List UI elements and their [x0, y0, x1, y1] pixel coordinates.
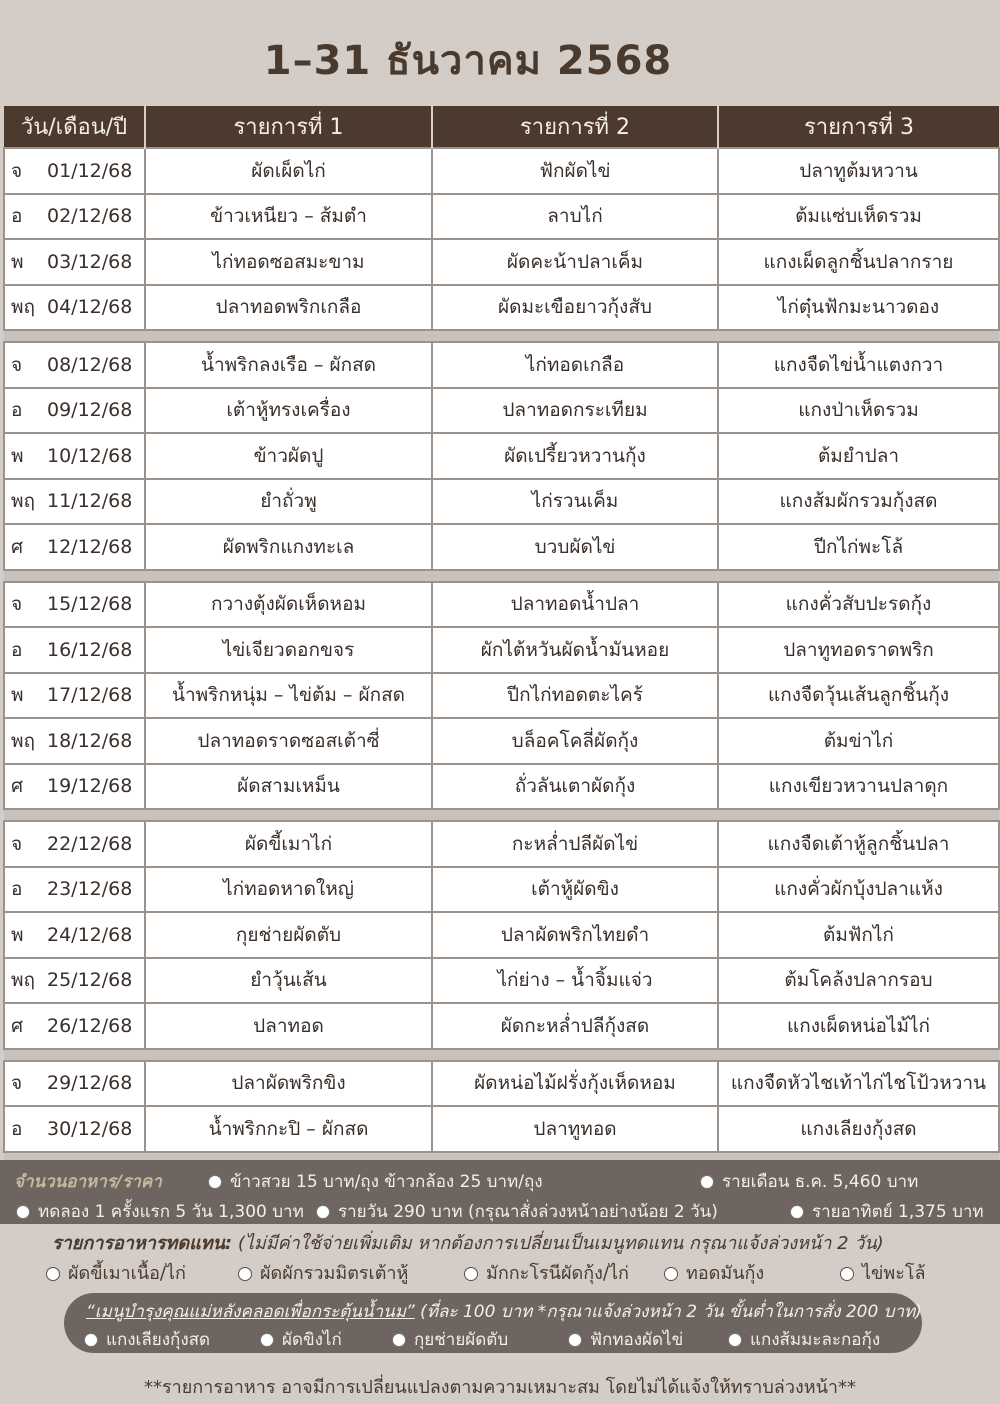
- menu-1-cell: ไก่ทอดซอสมะขาม: [145, 239, 432, 285]
- pricing-option-trial[interactable]: [16, 1198, 304, 1225]
- menu-2-cell: ผัดหน่อไม้ฝรั่งกุ้งเห็ดหอม: [432, 1061, 718, 1107]
- date-cell: [4, 433, 145, 479]
- radio-circle-icon: [46, 1267, 60, 1281]
- date-cell: [4, 148, 145, 194]
- table-row: [4, 718, 999, 764]
- substitute-item-label: ไข่พะโล้: [862, 1263, 926, 1284]
- substitute-option[interactable]: [664, 1258, 764, 1287]
- date-cell: [4, 867, 145, 913]
- substitute-item-label: ผัดขี้เมาเนื้อ/ไก่: [68, 1263, 186, 1284]
- week-separator-cell: [4, 1049, 999, 1061]
- table-row: [4, 388, 999, 434]
- weekday-label: พฤ: [11, 729, 36, 752]
- menu-1-cell: กุยช่ายผัดตับ: [145, 912, 432, 958]
- date-cell: [4, 479, 145, 525]
- table-row: [4, 1106, 999, 1152]
- week-separator: [4, 330, 999, 342]
- date-label: 11/12/68: [47, 490, 133, 513]
- table-row: [4, 194, 999, 240]
- radio-circle-icon: [238, 1267, 252, 1281]
- menu-3-cell: ต้มยำปลา: [718, 433, 999, 479]
- menu-3-cell: ต้มโคล้งปลากรอบ: [718, 958, 999, 1004]
- pricing-label: จำนวนอาหาร/ราคา: [14, 1172, 162, 1192]
- date-cell: [4, 1003, 145, 1049]
- date-label: 16/12/68: [47, 638, 133, 661]
- radio-circle-icon: [568, 1333, 582, 1347]
- menu-1-cell: ไข่เจียวดอกขจร: [145, 627, 432, 673]
- weekday-label: พ: [11, 923, 24, 946]
- menu-1-cell: ผัดพริกแกงทะเล: [145, 524, 432, 570]
- table-row: [4, 239, 999, 285]
- menu-2-cell: ลาบไก่: [432, 194, 718, 240]
- table-row: [4, 1003, 999, 1049]
- table-row: [4, 673, 999, 719]
- mom-menu-box: [64, 1293, 922, 1353]
- table-row: [4, 627, 999, 673]
- radio-circle-icon: [664, 1267, 678, 1281]
- column-header-menu-2: รายการที่ 2: [432, 106, 718, 148]
- mom-menu-note: (ที่ละ 100 บาท *กรุณาแจ้งล่วงหน้า 2 วัน ขั้นต่ำในการสั่ง 200 บาท): [420, 1302, 922, 1322]
- menu-2-cell: ปีกไก่ทอดตะไคร้: [432, 673, 718, 719]
- mom-menu-item-label: แกงเลียงกุ้งสด: [106, 1330, 211, 1350]
- menu-2-cell: ปลาทอดน้ำปลา: [432, 582, 718, 628]
- menu-3-cell: แกงส้มผักรวมกุ้งสด: [718, 479, 999, 525]
- pricing-daily-text: รายวัน 290 บาท (กรุณาสั่งล่วงหน้าอย่างน้อย 2 วัน): [338, 1202, 718, 1222]
- radio-circle-icon: [208, 1175, 222, 1189]
- weekday-label: อ: [11, 1117, 23, 1140]
- date-label: 12/12/68: [47, 535, 133, 558]
- date-label: 08/12/68: [47, 353, 133, 376]
- weekday-label: ศ: [11, 535, 24, 558]
- radio-circle-icon: [316, 1205, 330, 1219]
- radio-circle-icon: [790, 1205, 804, 1219]
- menu-2-cell: ผัดกะหล่ำปลีกุ้งสด: [432, 1003, 718, 1049]
- pricing-weekly-text: รายอาทิตย์ 1,375 บาท: [812, 1202, 984, 1222]
- weekday-label: พ: [11, 250, 24, 273]
- menu-1-cell: ผัดขี้เมาไก่: [145, 821, 432, 867]
- date-cell: [4, 582, 145, 628]
- menu-1-cell: กวางตุ้งผัดเห็ดหอม: [145, 582, 432, 628]
- menu-1-cell: ผัดเผ็ดไก่: [145, 148, 432, 194]
- date-label: 23/12/68: [47, 878, 133, 901]
- mom-menu-item-label: กุยช่ายผัดตับ: [414, 1330, 509, 1350]
- menu-2-cell: ผัดคะน้าปลาเค็ม: [432, 239, 718, 285]
- substitute-option[interactable]: [464, 1258, 629, 1287]
- date-cell: [4, 1106, 145, 1152]
- date-cell: [4, 239, 145, 285]
- menu-3-cell: แกงจืดวุ้นเส้นลูกชิ้นกุ้ง: [718, 673, 999, 719]
- menu-2-cell: ถั่วลันเตาผัดกุ้ง: [432, 764, 718, 810]
- menu-2-cell: ผักไต้หวันผัดน้ำมันหอย: [432, 627, 718, 673]
- date-label: 29/12/68: [47, 1072, 133, 1095]
- date-cell: [4, 1061, 145, 1107]
- radio-circle-icon: [700, 1175, 714, 1189]
- weekday-label: อ: [11, 205, 23, 228]
- date-cell: [4, 958, 145, 1004]
- menu-1-cell: ปลาทอด: [145, 1003, 432, 1049]
- date-cell: [4, 821, 145, 867]
- menu-1-cell: น้ำพริกกะปิ – ผักสด: [145, 1106, 432, 1152]
- date-label: 24/12/68: [47, 923, 133, 946]
- radio-circle-icon: [16, 1205, 30, 1219]
- radio-circle-icon: [392, 1333, 406, 1347]
- date-cell: [4, 764, 145, 810]
- substitute-option[interactable]: [238, 1258, 408, 1287]
- weekday-label: จ: [11, 832, 23, 855]
- date-label: 10/12/68: [47, 444, 133, 467]
- radio-circle-icon: [840, 1267, 854, 1281]
- table-row: [4, 764, 999, 810]
- menu-2-cell: กะหล่ำปลีผัดไข่: [432, 821, 718, 867]
- menu-3-cell: แกงเผ็ดหน่อไม้ไก่: [718, 1003, 999, 1049]
- menu-1-cell: น้ำพริกลงเรือ – ผักสด: [145, 342, 432, 388]
- weekday-label: ศ: [11, 1014, 24, 1037]
- table-row: [4, 342, 999, 388]
- weekday-label: อ: [11, 878, 23, 901]
- menu-3-cell: ต้มฟักไก่: [718, 912, 999, 958]
- menu-2-cell: ไก่ทอดเกลือ: [432, 342, 718, 388]
- mom-menu-title: “เมนูบำรุงคุณแม่หลังคลอดเพื่อกระตุ้นน้ำนม”: [86, 1302, 415, 1322]
- menu-2-cell: ปลาทูทอด: [432, 1106, 718, 1152]
- table-row: [4, 148, 999, 194]
- table-header-row: [4, 106, 999, 148]
- menu-3-cell: แกงป่าเห็ดรวม: [718, 388, 999, 434]
- menu-1-cell: ยำถั่วพู: [145, 479, 432, 525]
- substitute-item-label: มักกะโรนีผัดกุ้ง/ไก่: [486, 1263, 629, 1284]
- date-label: 18/12/68: [47, 729, 133, 752]
- substitute-item-label: ทอดมันกุ้ง: [686, 1263, 765, 1284]
- menu-3-cell: แกงเขียวหวานปลาดุก: [718, 764, 999, 810]
- substitute-note: (ไม่มีค่าใช้จ่ายเพิ่มเติม หากต้องการเปลี่ยนเป็นเมนูทดแทน กรุณาแจ้งล่วงหน้า 2 วัน): [237, 1233, 884, 1254]
- date-label: 26/12/68: [47, 1014, 133, 1037]
- mom-menu-item-label: ผัดขิงไก่: [282, 1330, 342, 1350]
- menu-2-cell: บล็อคโคลี่ผัดกุ้ง: [432, 718, 718, 764]
- mom-menu-option[interactable]: [84, 1326, 210, 1353]
- menu-1-cell: ผัดสามเหม็น: [145, 764, 432, 810]
- menu-3-cell: ปลาทูทอดราดพริก: [718, 627, 999, 673]
- menu-2-cell: บวบผัดไข่: [432, 524, 718, 570]
- date-label: 25/12/68: [47, 969, 133, 992]
- weekday-label: พฤ: [11, 296, 36, 319]
- date-cell: [4, 342, 145, 388]
- pricing-option-rice[interactable]: [208, 1168, 543, 1195]
- table-row: [4, 867, 999, 913]
- column-header-menu-1: รายการที่ 1: [145, 106, 432, 148]
- date-cell: [4, 194, 145, 240]
- menu-1-cell: ข้าวผัดปู: [145, 433, 432, 479]
- date-label: 01/12/68: [47, 159, 133, 182]
- substitute-item-label: ผัดผักรวมมิตรเต้าหู้: [260, 1263, 409, 1284]
- table-row: [4, 524, 999, 570]
- weekday-label: อ: [11, 399, 23, 422]
- menu-table-wrap: [3, 106, 998, 1165]
- menu-1-cell: ไก่ทอดหาดใหญ่: [145, 867, 432, 913]
- table-row: [4, 285, 999, 331]
- substitute-option[interactable]: [46, 1258, 186, 1287]
- table-row: [4, 912, 999, 958]
- weekday-label: อ: [11, 638, 23, 661]
- date-label: 02/12/68: [47, 205, 133, 228]
- menu-3-cell: ต้มข่าไก่: [718, 718, 999, 764]
- week-separator: [4, 1049, 999, 1061]
- mom-menu-option[interactable]: [568, 1326, 683, 1353]
- menu-1-cell: ปลาทอดพริกเกลือ: [145, 285, 432, 331]
- column-header-date: วัน/เดือน/ปี: [4, 106, 145, 148]
- table-row: [4, 582, 999, 628]
- pricing-option-weekly[interactable]: [790, 1198, 984, 1225]
- menu-2-cell: ปลาทอดกระเทียม: [432, 388, 718, 434]
- menu-1-cell: เต้าหู้ทรงเครื่อง: [145, 388, 432, 434]
- menu-3-cell: แกงจืดหัวไชเท้าไก่ไชโป้วหวาน: [718, 1061, 999, 1107]
- menu-3-cell: แกงจืดเต้าหู้ลูกชิ้นปลา: [718, 821, 999, 867]
- date-cell: [4, 388, 145, 434]
- date-label: 15/12/68: [47, 593, 133, 616]
- menu-3-cell: ปลาทูต้มหวาน: [718, 148, 999, 194]
- menu-2-cell: ฟักผัดไข่: [432, 148, 718, 194]
- table-row: [4, 1061, 999, 1107]
- menu-1-cell: ยำวุ้นเส้น: [145, 958, 432, 1004]
- week-separator: [4, 570, 999, 582]
- menu-2-cell: เต้าหู้ผัดขิง: [432, 867, 718, 913]
- week-separator-cell: [4, 809, 999, 821]
- footer-note: **รายการอาหาร อาจมีการเปลี่ยนแปลงตามความเหมาะสม โดยไม่ได้แจ้งให้ทราบล่วงหน้า**: [143, 1377, 857, 1398]
- menu-3-cell: แกงเลียงกุ้งสด: [718, 1106, 999, 1152]
- menu-1-cell: น้ำพริกหนุ่ม – ไข่ต้ม – ผักสด: [145, 673, 432, 719]
- column-header-menu-3: รายการที่ 3: [718, 106, 999, 148]
- table-row: [4, 479, 999, 525]
- menu-3-cell: แกงคั่วสับปะรดกุ้ง: [718, 582, 999, 628]
- week-separator-cell: [4, 570, 999, 582]
- menu-3-cell: ปีกไก่พะโล้: [718, 524, 999, 570]
- weekday-label: พฤ: [11, 969, 36, 992]
- substitute-option[interactable]: [840, 1258, 926, 1287]
- date-cell: [4, 912, 145, 958]
- weekday-label: จ: [11, 159, 23, 182]
- date-cell: [4, 718, 145, 764]
- pricing-option-daily[interactable]: [316, 1198, 718, 1225]
- table-body: [4, 148, 999, 1164]
- radio-circle-icon: [464, 1267, 478, 1281]
- menu-2-cell: ผัดมะเขือยาวกุ้งสับ: [432, 285, 718, 331]
- radio-circle-icon: [260, 1333, 274, 1347]
- menu-1-cell: ปลาผัดพริกขิง: [145, 1061, 432, 1107]
- table-row: [4, 821, 999, 867]
- substitute-title: รายการอาหารทดแทน:: [52, 1233, 233, 1254]
- menu-2-cell: ผัดเปรี้ยวหวานกุ้ง: [432, 433, 718, 479]
- mom-menu-option[interactable]: [728, 1326, 880, 1353]
- menu-3-cell: แกงเผ็ดลูกชิ้นปลากราย: [718, 239, 999, 285]
- page-title: 1–31 ธันวาคม 2568: [263, 38, 673, 84]
- pricing-band: [0, 1160, 1000, 1224]
- week-separator: [4, 809, 999, 821]
- table-row: [4, 433, 999, 479]
- date-cell: [4, 285, 145, 331]
- menu-table: [3, 106, 1000, 1165]
- weekday-label: จ: [11, 353, 23, 376]
- pricing-option-monthly[interactable]: [700, 1168, 918, 1195]
- menu-2-cell: ปลาผัดพริกไทยดำ: [432, 912, 718, 958]
- menu-3-cell: แกงจืดไข่น้ำแตงกวา: [718, 342, 999, 388]
- mom-menu-item-label: ฟักทองผัดไข่: [590, 1330, 684, 1350]
- date-label: 22/12/68: [47, 832, 133, 855]
- menu-1-cell: ปลาทอดราดซอสเต้าซี่: [145, 718, 432, 764]
- pricing-monthly-text: รายเดือน ธ.ค. 5,460 บาท: [722, 1172, 919, 1192]
- weekday-label: พฤ: [11, 490, 36, 513]
- pricing-trial-text: ทดลอง 1 ครั้งแรก 5 วัน 1,300 บาท: [38, 1202, 304, 1222]
- pricing-rice-text: ข้าวสวย 15 บาท/ถุง ข้าวกล้อง 25 บาท/ถุง: [230, 1172, 543, 1192]
- date-label: 30/12/68: [47, 1117, 133, 1140]
- date-label: 19/12/68: [47, 775, 133, 798]
- date-label: 17/12/68: [47, 684, 133, 707]
- menu-2-cell: ไก่รวนเค็ม: [432, 479, 718, 525]
- date-cell: [4, 524, 145, 570]
- mom-menu-option[interactable]: [392, 1326, 508, 1353]
- date-cell: [4, 627, 145, 673]
- menu-2-cell: ไก่ย่าง – น้ำจิ้มแจ่ว: [432, 958, 718, 1004]
- weekday-label: พ: [11, 444, 24, 467]
- mom-menu-option[interactable]: [260, 1326, 342, 1353]
- date-label: 03/12/68: [47, 250, 133, 273]
- week-separator-cell: [4, 330, 999, 342]
- menu-3-cell: แกงคั่วผักบุ้งปลาแห้ง: [718, 867, 999, 913]
- menu-1-cell: ข้าวเหนียว – ส้มตำ: [145, 194, 432, 240]
- date-label: 04/12/68: [47, 296, 133, 319]
- weekday-label: ศ: [11, 775, 24, 798]
- menu-3-cell: ต้มแซ่บเห็ดรวม: [718, 194, 999, 240]
- weekday-label: พ: [11, 684, 24, 707]
- date-cell: [4, 673, 145, 719]
- weekday-label: จ: [11, 593, 23, 616]
- radio-circle-icon: [728, 1333, 742, 1347]
- menu-3-cell: ไก่ตุ๋นฟักมะนาวดอง: [718, 285, 999, 331]
- weekday-label: จ: [11, 1072, 23, 1095]
- date-label: 09/12/68: [47, 399, 133, 422]
- mom-menu-item-label: แกงส้มมะละกอกุ้ง: [750, 1330, 881, 1350]
- table-row: [4, 958, 999, 1004]
- radio-circle-icon: [84, 1333, 98, 1347]
